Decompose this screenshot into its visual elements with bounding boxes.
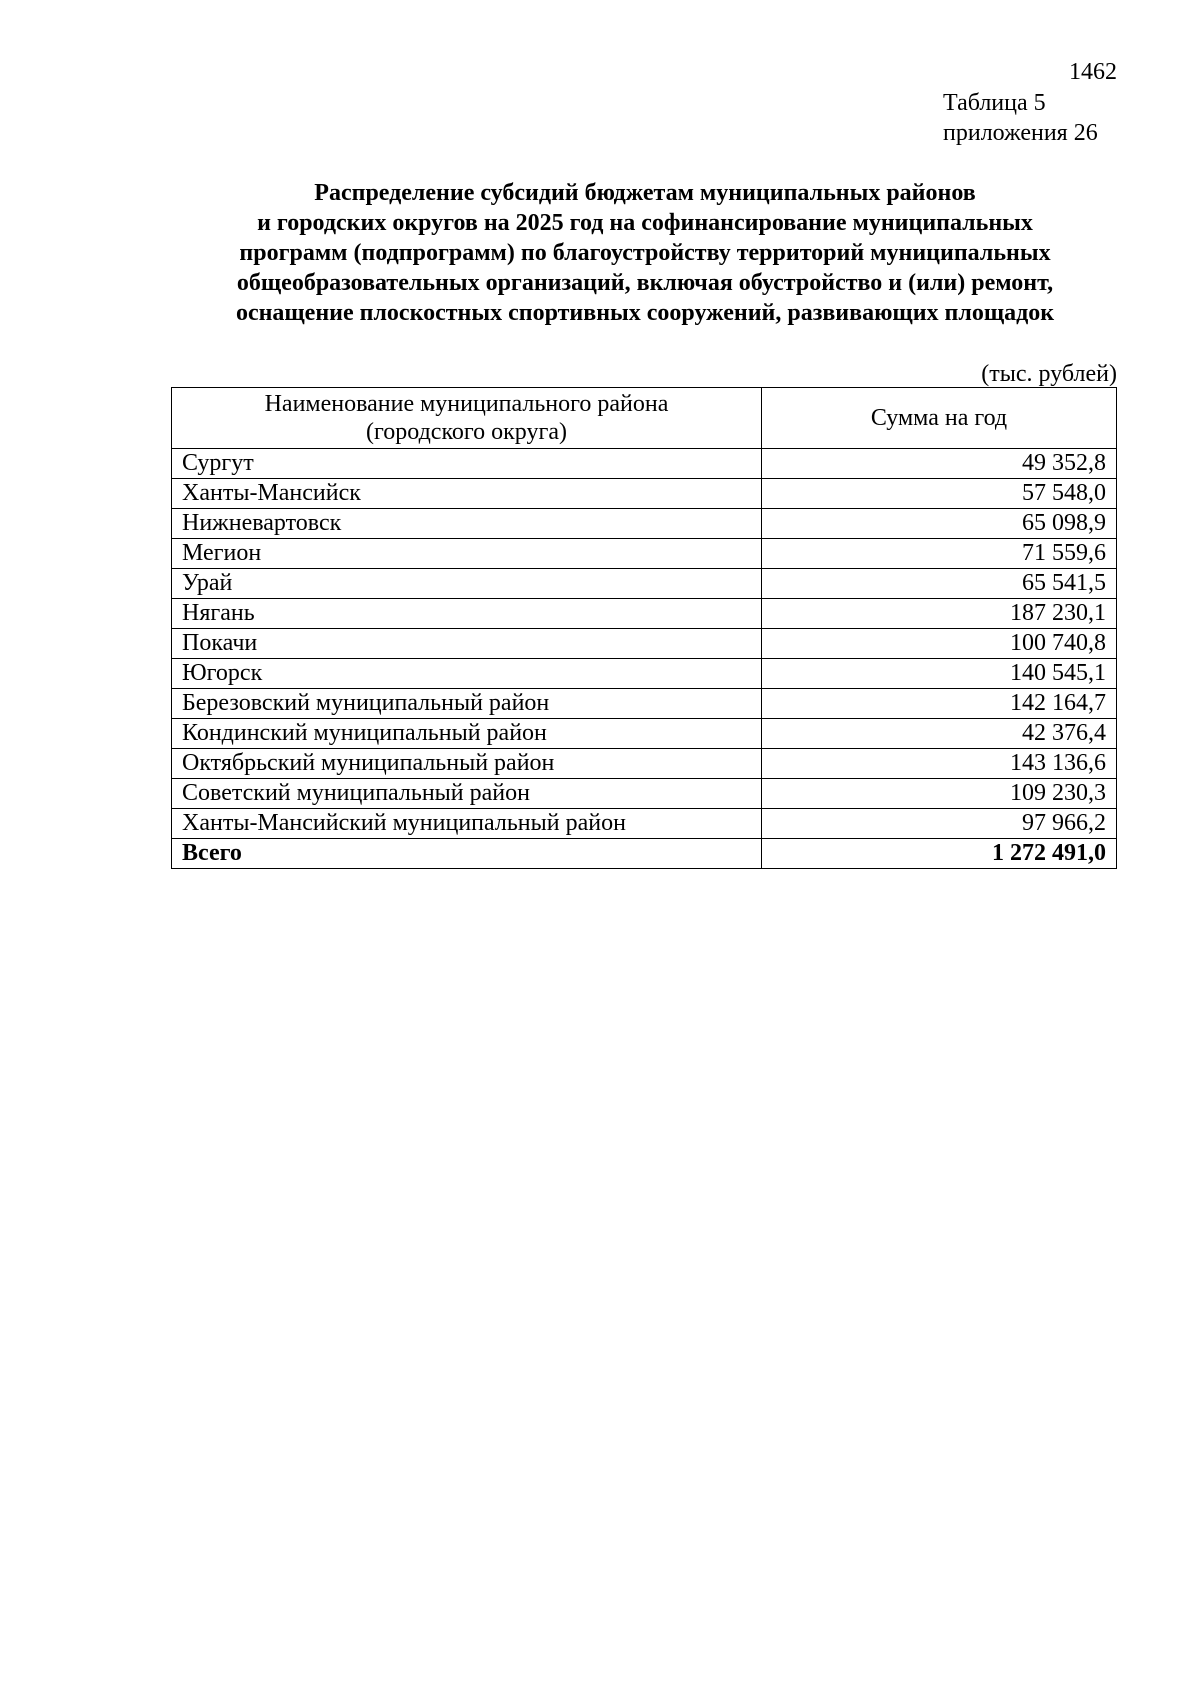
table-row: [172, 449, 1117, 479]
document-title: [130, 178, 1160, 328]
row-name: Нижневартовск: [172, 509, 762, 539]
row-amount: 65 541,5: [762, 569, 1117, 599]
title-line: программ (подпрограмм) по благоустройству территорий муниципальных: [239, 240, 1051, 266]
table-row: [172, 749, 1117, 779]
header-amount: Сумма на год: [762, 388, 1117, 449]
page-number: 1462: [1069, 59, 1117, 85]
row-name: Ханты-Мансийск: [172, 479, 762, 509]
row-amount: 100 740,8: [762, 629, 1117, 659]
title-line: и городских округов на 2025 год на софинансирование муниципальных: [257, 210, 1033, 236]
row-name: Сургут: [172, 449, 762, 479]
title-line: оснащение плоскостных спортивных сооружений, развивающих площадок: [235, 300, 1055, 326]
table-row: [172, 719, 1117, 749]
title-line: общеобразовательных организаций, включая обустройство и (или) ремонт,: [236, 270, 1054, 296]
table-row: [172, 569, 1117, 599]
table-row: [172, 629, 1117, 659]
row-amount: 97 966,2: [762, 809, 1117, 839]
row-amount: 57 548,0: [762, 479, 1117, 509]
row-amount: 49 352,8: [762, 449, 1117, 479]
row-name: Ханты-Мансийский муниципальный район: [172, 809, 762, 839]
table-header-row: [172, 388, 1117, 449]
table-number: Таблица 5: [943, 90, 1046, 116]
row-amount: 65 098,9: [762, 509, 1117, 539]
row-name: Урай: [172, 569, 762, 599]
table-row: [172, 539, 1117, 569]
table-row: [172, 479, 1117, 509]
row-amount: 187 230,1: [762, 599, 1117, 629]
row-amount: 140 545,1: [762, 659, 1117, 689]
total-amount: 1 272 491,0: [762, 839, 1117, 869]
row-amount: 143 136,6: [762, 749, 1117, 779]
table-row: [172, 509, 1117, 539]
units-label: (тыс. рублей): [981, 361, 1117, 387]
table-row: [172, 779, 1117, 809]
row-name: Югорск: [172, 659, 762, 689]
row-name: Нягань: [172, 599, 762, 629]
row-name: Октябрьский муниципальный район: [172, 749, 762, 779]
header-name-line: Наименование муниципального района: [264, 391, 669, 417]
total-label: Всего: [172, 839, 762, 869]
table-row: [172, 599, 1117, 629]
table-row: [172, 809, 1117, 839]
row-amount: 42 376,4: [762, 719, 1117, 749]
appendix-number: приложения 26: [943, 120, 1098, 146]
row-name: Мегион: [172, 539, 762, 569]
row-name: Березовский муниципальный район: [172, 689, 762, 719]
row-amount: 109 230,3: [762, 779, 1117, 809]
subsidy-table: [171, 387, 1117, 869]
row-amount: 142 164,7: [762, 689, 1117, 719]
header-name: [172, 388, 762, 449]
row-name: Покачи: [172, 629, 762, 659]
row-name: Советский муниципальный район: [172, 779, 762, 809]
table-reference: [943, 88, 1098, 148]
row-name: Кондинский муниципальный район: [172, 719, 762, 749]
header-name-line: (городского округа): [366, 419, 567, 445]
row-amount: 71 559,6: [762, 539, 1117, 569]
table-row: [172, 659, 1117, 689]
title-line: Распределение субсидий бюджетам муниципальных районов: [314, 180, 976, 206]
total-row: [172, 839, 1117, 869]
table-row: [172, 689, 1117, 719]
